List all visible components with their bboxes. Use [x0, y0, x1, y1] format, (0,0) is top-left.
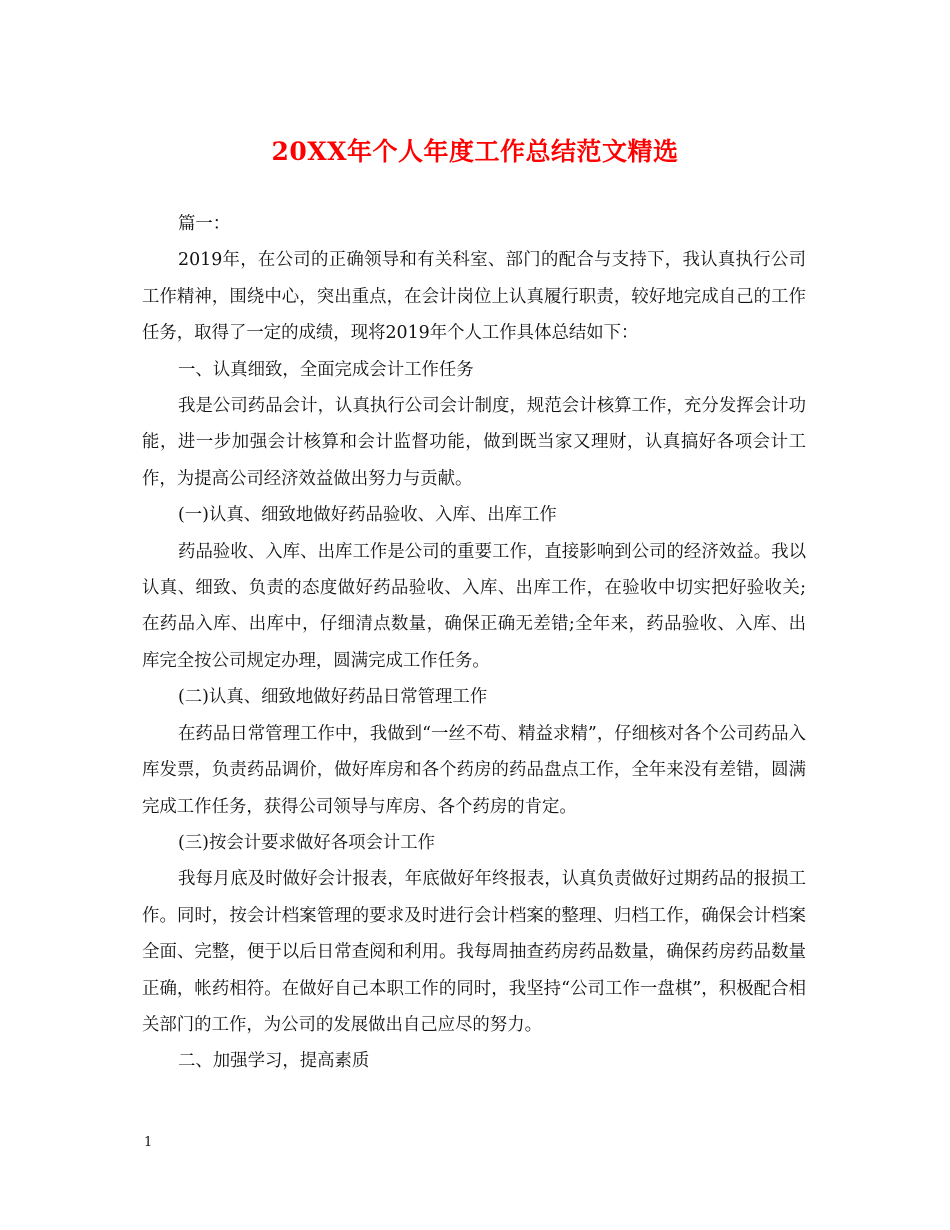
section-heading: 二、加强学习，提高素质	[178, 1051, 370, 1072]
section-label: 篇一：	[178, 214, 231, 234]
paragraph: 我每月底及时做好会计报表，年底做好年终报表，认真负责做好过期药品的报损工作。同时，按会计档案管理的要求及时进行会计档案的整理、归档工作，确保会计档案全面、完整，便于以后日常查阅和利用。我每周抽查药房药品数量，确保药房药品数量正确，帐药相符。在做好自己本职工作的同时，我坚持“公司工作一盘棋”，积极配合相关部门的工作，为公司的发展做出自己应尽的努力。	[142, 869, 806, 1035]
paragraph: 我是公司药品会计，认真执行公司会计制度，规范会计核算工作，充分发挥会计功能，进一步加强会计核算和会计监督功能，做到既当家又理财，认真搞好各项会计工作，为提高公司经济效益做出努力与贡献。	[142, 396, 806, 489]
paragraph: 2019年，在公司的正确领导和有关科室、部门的配合与支持下，我认真执行公司工作精神，围绕中心，突出重点，在会计岗位上认真履行职责，较好地完成自己的工作任务，取得了一定的成绩，现将2019年个人工作具体总结如下：	[142, 250, 806, 344]
document-title: 20XX年个人年度工作总结范文精选	[271, 137, 679, 166]
subsection-heading: (三)按会计要求做好各项会计工作	[178, 832, 436, 853]
page-number: 1	[144, 1135, 153, 1150]
subsection-heading: (二)认真、细致地做好药品日常管理工作	[178, 687, 488, 708]
paragraph: 药品验收、入库、出库工作是公司的重要工作，直接影响到公司的经济效益。我以认真、细致、负责的态度做好药品验收、入库、出库工作，在验收中切实把好验收关;在药品入库、出库中，仔细清点数量，确保正确无差错;全年来，药品验收、入库、出库完全按公司规定办理，圆满完成工作任务。	[142, 541, 806, 671]
document-body	[142, 206, 806, 1080]
section-heading: 一、认真细致，全面完成会计工作任务	[178, 359, 474, 380]
subsection-heading: (一)认真、细致地做好药品验收、入库、出库工作	[178, 505, 557, 526]
paragraph: 在药品日常管理工作中，我做到“一丝不苟、精益求精”，仔细核对各个公司药品入库发票，负责药品调价，做好库房和各个药房的药品盘点工作，全年来没有差错，圆满完成工作任务，获得公司领导与库房、各个药房的肯定。	[142, 723, 806, 817]
